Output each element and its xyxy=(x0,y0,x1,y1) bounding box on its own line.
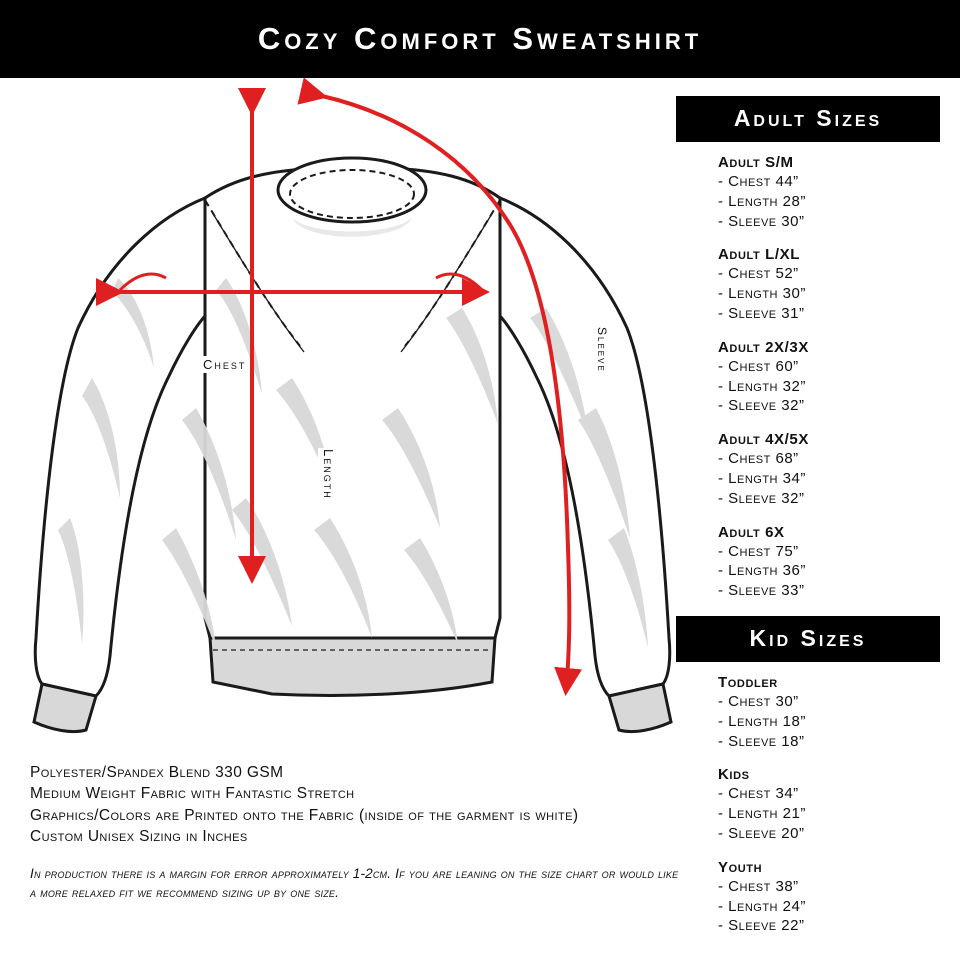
size-line: - Length 18” xyxy=(718,712,806,730)
header-bar xyxy=(0,0,960,78)
size-line: - Length 21” xyxy=(718,805,806,823)
size-line: - Chest 60” xyxy=(718,357,799,375)
size-line: - Sleeve 32” xyxy=(718,397,805,415)
size-line: - Sleeve 32” xyxy=(718,489,805,507)
size-group xyxy=(718,859,940,936)
size-line: - Sleeve 30” xyxy=(718,212,805,230)
adult-sizes-header: Adult Sizes xyxy=(676,96,940,142)
size-group-name: Adult 2X/3X xyxy=(718,338,809,356)
note-line: Custom Unisex Sizing in Inches xyxy=(30,828,248,846)
length-label: Length xyxy=(318,448,339,501)
production-disclaimer: In production there is a margin for error approximately 1-2cm. If you are leaning on the size chart or would like a more relaxed fit we recommend sizing up by one size. xyxy=(30,865,679,900)
size-line: - Length 36” xyxy=(718,562,806,580)
size-line: - Chest 34” xyxy=(718,785,799,803)
adult-sizes-list xyxy=(676,142,940,601)
size-group-name: Adult 4X/5X xyxy=(718,431,809,449)
size-line: - Length 24” xyxy=(718,897,806,915)
size-group-name: Adult L/XL xyxy=(718,246,801,264)
kid-sizes-panel xyxy=(676,616,940,951)
note-line: Polyester/Spandex Blend 330 GSM xyxy=(30,764,284,781)
note-line: Graphics/Colors are Printed onto the Fabric (inside of the garment is white) xyxy=(30,806,579,824)
size-line: - Chest 75” xyxy=(718,542,799,560)
size-line: - Sleeve 33” xyxy=(718,582,805,600)
sweatshirt-illustration xyxy=(0,78,676,758)
size-group xyxy=(718,154,940,231)
size-line: - Chest 68” xyxy=(718,450,799,468)
kid-sizes-list xyxy=(676,662,940,936)
size-line: - Length 32” xyxy=(718,377,806,395)
size-line: - Length 34” xyxy=(718,469,806,487)
size-group xyxy=(718,246,940,323)
note-line: Medium Weight Fabric with Fantastic Stretch xyxy=(30,785,355,803)
size-group xyxy=(718,524,940,601)
chest-label: Chest xyxy=(200,356,249,373)
garment-diagram xyxy=(0,78,676,758)
adult-sizes-panel xyxy=(676,96,940,616)
size-line: - Length 30” xyxy=(718,285,806,303)
size-line: - Chest 30” xyxy=(718,693,799,710)
size-group xyxy=(718,674,940,751)
size-group-name: Adult 6X xyxy=(718,523,785,541)
size-group-name: Kids xyxy=(718,766,750,784)
size-group xyxy=(718,431,940,508)
sleeve-label: Sleeve xyxy=(592,326,612,374)
kid-sizes-header: Kid Sizes xyxy=(676,616,940,662)
size-line: - Sleeve 31” xyxy=(718,304,805,322)
garment-shapes xyxy=(34,158,671,732)
size-group-name: Youth xyxy=(718,858,763,876)
size-line: - Sleeve 18” xyxy=(718,732,805,750)
size-group-name: Adult S/M xyxy=(718,154,794,171)
size-line: - Sleeve 22” xyxy=(718,917,805,935)
size-group xyxy=(718,339,940,416)
size-group-name: Toddler xyxy=(718,674,778,691)
size-line: - Chest 38” xyxy=(718,877,799,895)
size-line: - Length 28” xyxy=(718,192,806,210)
size-line: - Sleeve 20” xyxy=(718,824,805,842)
size-line: - Chest 44” xyxy=(718,173,799,190)
fabric-notes xyxy=(30,762,680,902)
size-group xyxy=(718,766,940,843)
size-line: - Chest 52” xyxy=(718,265,799,283)
page-title: Cozy Comfort Sweatshirt xyxy=(257,21,703,56)
